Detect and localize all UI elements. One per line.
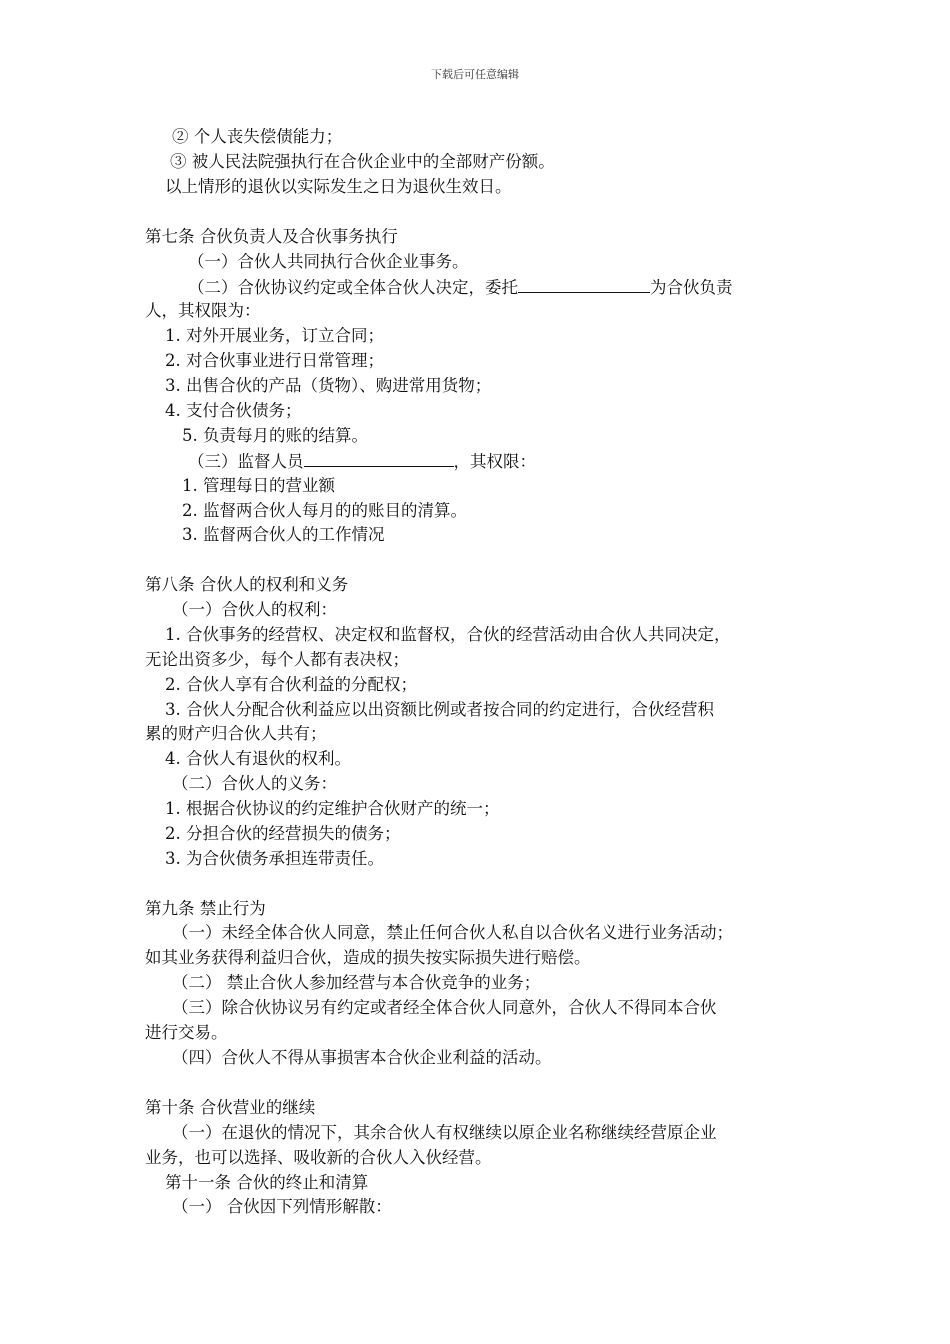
list-item: 3. 合伙人分配合伙利益应以出资额比例或者按合同的约定进行，合伙经营积	[165, 700, 714, 719]
list-item: 1. 对外开展业务，订立合同；	[165, 326, 384, 345]
section-heading: 第七条 合伙负责人及合伙事务执行	[145, 227, 398, 246]
text-line: （一）未经全体合伙人同意，禁止任何合伙人私自以合伙名义进行业务活动；	[172, 923, 733, 942]
text-line	[188, 450, 536, 473]
list-item: 4. 支付合伙债务；	[165, 401, 302, 420]
text-line: 累的财产归合伙人共有；	[145, 724, 327, 743]
text-line: （一）合伙人的权利：	[172, 600, 337, 619]
text-line	[188, 276, 733, 299]
section-heading: 第九条 禁止行为	[145, 899, 266, 918]
text-line: ③ 被人民法院强执行在合伙企业中的全部财产份额。	[170, 152, 555, 171]
fill-in-blank	[304, 450, 454, 467]
fill-in-blank	[518, 276, 650, 293]
list-item: 1. 合伙事务的经营权、决定权和监督权，合伙的经营活动由合伙人共同决定，	[165, 625, 731, 644]
text-line: 如其业务获得利益归合伙，造成的损失按实际损失进行赔偿。	[145, 948, 591, 967]
text-line: （四）合伙人不得从事损害本合伙企业利益的活动。	[172, 1048, 552, 1067]
text-line-part: 为合伙负责	[650, 278, 733, 297]
section-heading: 第十条 合伙营业的继续	[145, 1098, 316, 1117]
text-line: 业务，也可以选择、吸收新的合伙人入伙经营。	[145, 1148, 492, 1167]
text-line-part: ，其权限：	[453, 452, 536, 471]
list-item: 4. 合伙人有退伙的权利。	[165, 749, 351, 768]
text-line-part: （三）监督人员	[188, 452, 304, 471]
text-line: （一）在退伙的情况下，其余合伙人有权继续以原企业名称继续经营原企业	[172, 1123, 717, 1142]
page-header: 下载后可任意编辑	[431, 68, 519, 81]
section-heading: 第十一条 合伙的终止和清算	[165, 1173, 369, 1192]
text-line: ② 个人丧失偿债能力；	[172, 127, 343, 146]
text-line: （一）合伙人共同执行合伙企业事务。	[188, 252, 469, 271]
text-line-part: （二）合伙协议约定或全体合伙人决定，委托	[188, 278, 518, 297]
list-item: 1. 管理每日的营业额	[182, 476, 335, 495]
section-heading: 第八条 合伙人的权利和义务	[145, 575, 349, 594]
list-item: 3. 监督两合伙人的工作情况	[182, 525, 385, 544]
list-item: 5. 负责每月的账的结算。	[182, 426, 368, 445]
list-item: 2. 监督两合伙人每月的的账目的清算。	[182, 501, 467, 520]
text-line: 以上情形的退伙以实际发生之日为退伙生效日。	[165, 177, 512, 196]
list-item: 3. 出售合伙的产品（货物）、购进常用货物；	[165, 376, 492, 395]
text-line: （三）除合伙协议另有约定或者经全体合伙人同意外，合伙人不得同本合伙	[172, 998, 717, 1017]
text-line: 进行交易。	[145, 1023, 228, 1042]
text-line: （一） 合伙因下列情形解散：	[172, 1197, 392, 1216]
list-item: 2. 合伙人享有合伙利益的分配权；	[165, 675, 417, 694]
list-item: 2. 对合伙事业进行日常管理；	[165, 351, 384, 370]
text-line: 无论出资多少，每个人都有表决权；	[145, 650, 409, 669]
list-item: 2. 分担合伙的经营损失的债务；	[165, 824, 401, 843]
text-line: 人，其权限为：	[145, 301, 261, 320]
text-line: （二）合伙人的义务：	[172, 774, 337, 793]
list-item: 3. 为合伙债务承担连带责任。	[165, 849, 384, 868]
text-line: （二） 禁止合伙人参加经营与本合伙竞争的业务；	[172, 973, 541, 992]
list-item: 1. 根据合伙协议的约定维护合伙财产的统一；	[165, 799, 500, 818]
